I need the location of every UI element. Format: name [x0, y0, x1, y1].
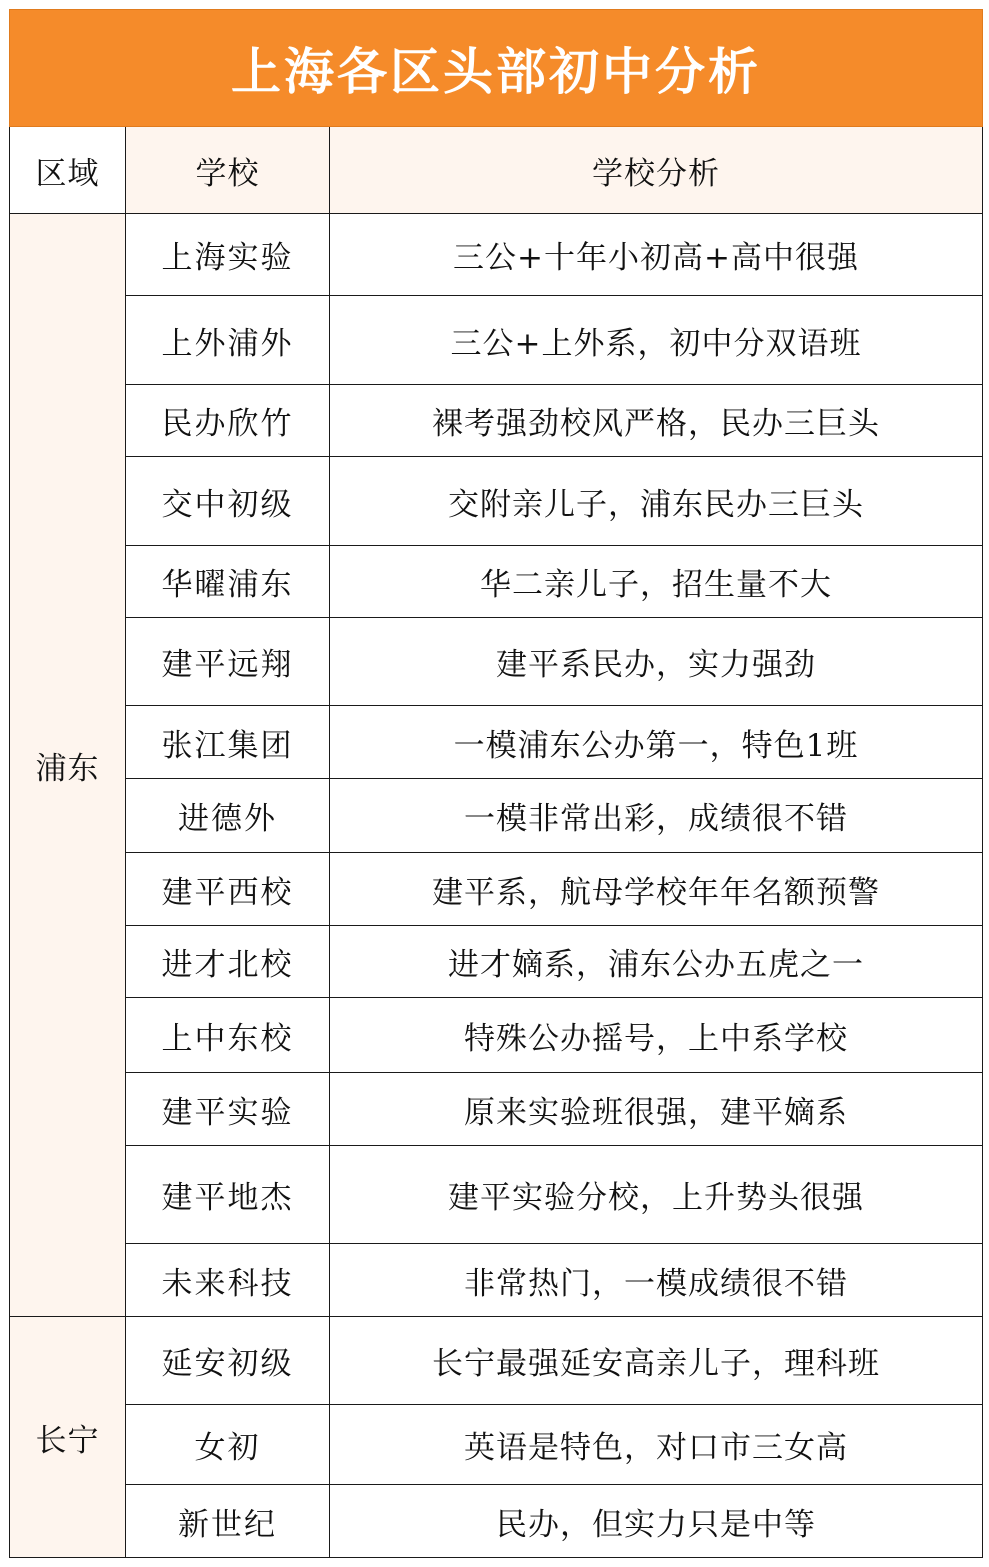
header-analysis: 学校分析 [330, 127, 983, 214]
school-name: 上中东校 [126, 998, 330, 1073]
school-name: 进德外 [126, 779, 330, 853]
school-analysis: 非常热门，一模成绩很不错 [330, 1244, 983, 1317]
page-title: 上海各区头部初中分析 [10, 10, 983, 127]
table-row [10, 1244, 983, 1317]
school-name: 建平远翔 [126, 618, 330, 706]
school-analysis: 建平系民办，实力强劲 [330, 618, 983, 706]
school-name: 进才北校 [126, 926, 330, 998]
school-analysis: 一模非常出彩，成绩很不错 [330, 779, 983, 853]
table-row [10, 926, 983, 998]
school-analysis: 华二亲儿子，招生量不大 [330, 546, 983, 618]
table-row [10, 1073, 983, 1146]
school-name: 民办欣竹 [126, 385, 330, 457]
header-school: 学校 [126, 127, 330, 214]
district-cell-changning: 长宁 [10, 1317, 126, 1558]
table-row [10, 998, 983, 1073]
school-analysis: 长宁最强延安高亲儿子，理科班 [330, 1317, 983, 1405]
table-row [10, 296, 983, 385]
table-row [10, 1317, 983, 1405]
table-row [10, 546, 983, 618]
school-name: 延安初级 [126, 1317, 330, 1405]
table-row [10, 1405, 983, 1485]
header-row [10, 127, 983, 214]
table-row [10, 214, 983, 296]
table-row [10, 706, 983, 779]
school-analysis: 建平实验分校，上升势头很强 [330, 1146, 983, 1244]
school-analysis: 一模浦东公办第一，特色1班 [330, 706, 983, 779]
table-row [10, 457, 983, 546]
table-row [10, 779, 983, 853]
table-row [10, 853, 983, 926]
school-analysis: 进才嫡系，浦东公办五虎之一 [330, 926, 983, 998]
school-name: 未来科技 [126, 1244, 330, 1317]
table-row [10, 1146, 983, 1244]
school-name: 上海实验 [126, 214, 330, 296]
school-analysis: 特殊公办摇号，上中系学校 [330, 998, 983, 1073]
school-name: 张江集团 [126, 706, 330, 779]
school-analysis: 三公+十年小初高+高中很强 [330, 214, 983, 296]
school-name: 华曜浦东 [126, 546, 330, 618]
school-analysis: 交附亲儿子，浦东民办三巨头 [330, 457, 983, 546]
district-cell-pudong: 浦东 [10, 214, 126, 1317]
school-name: 女初 [126, 1405, 330, 1485]
table-row [10, 1485, 983, 1558]
school-analysis: 原来实验班很强，建平嫡系 [330, 1073, 983, 1146]
school-analysis: 建平系，航母学校年年名额预警 [330, 853, 983, 926]
title-row [10, 10, 983, 127]
table-row [10, 385, 983, 457]
school-analysis: 民办，但实力只是中等 [330, 1485, 983, 1558]
school-name: 建平地杰 [126, 1146, 330, 1244]
school-analysis: 英语是特色，对口市三女高 [330, 1405, 983, 1485]
school-analysis: 裸考强劲校风严格，民办三巨头 [330, 385, 983, 457]
school-name: 上外浦外 [126, 296, 330, 385]
school-name: 交中初级 [126, 457, 330, 546]
school-name: 建平实验 [126, 1073, 330, 1146]
school-analysis: 三公+上外系，初中分双语班 [330, 296, 983, 385]
school-name: 新世纪 [126, 1485, 330, 1558]
school-name: 建平西校 [126, 853, 330, 926]
table-row [10, 618, 983, 706]
header-district: 区域 [10, 127, 126, 214]
school-analysis-table [9, 9, 983, 1558]
